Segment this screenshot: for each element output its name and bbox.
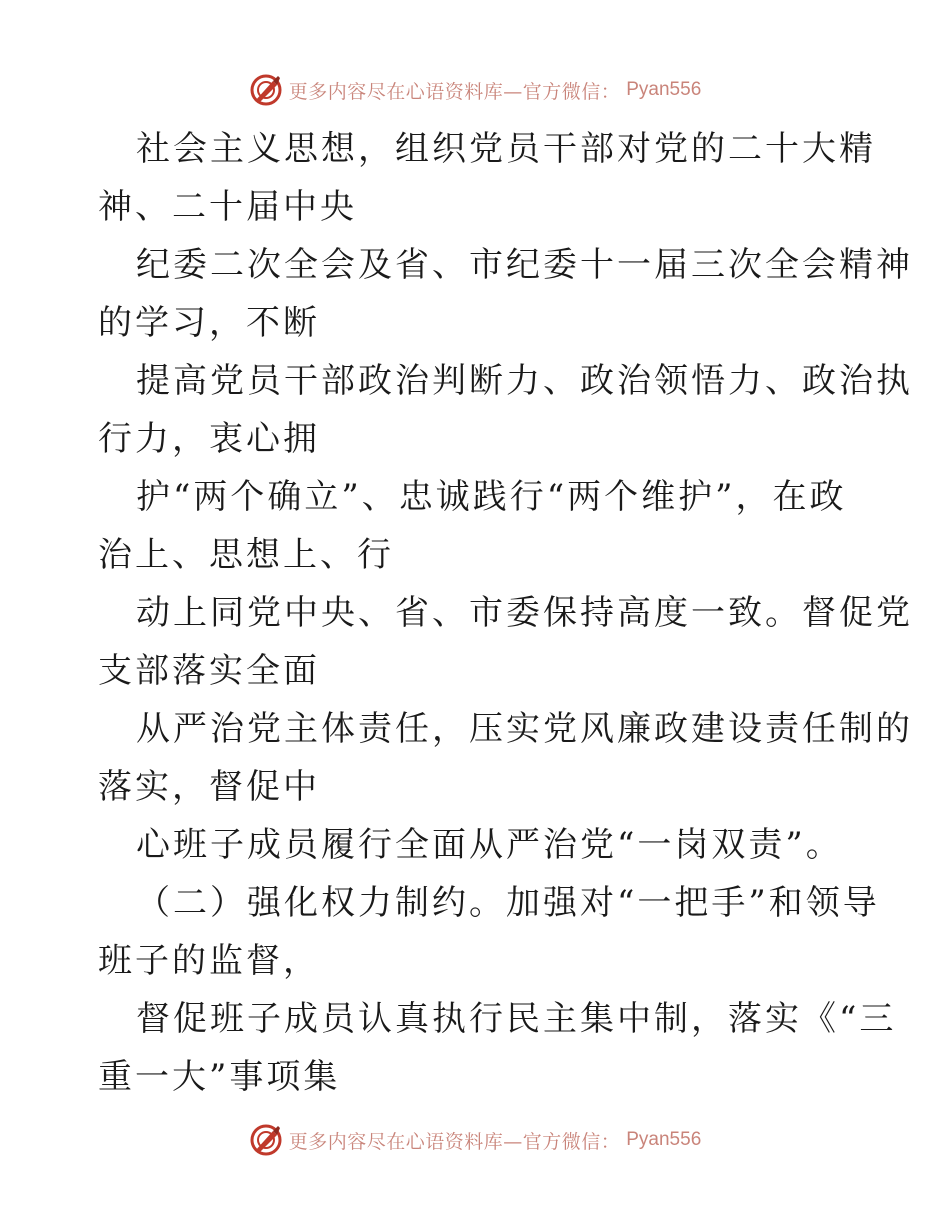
text-line: 从严治党主体责任，压实党风廉政建设责任制的	[136, 709, 913, 749]
text-line: 神、二十届中央	[98, 187, 357, 227]
text-line: 支部落实全面	[98, 651, 320, 691]
footer-watermark	[0, 1120, 950, 1160]
text-line: 治上、思想上、行	[98, 535, 394, 575]
document-body	[98, 120, 913, 1106]
text-line: 落实，督促中	[98, 767, 320, 807]
text-line: 动上同党中央、省、市委保持高度一致。督促党	[136, 593, 913, 633]
text-line: 心班子成员履行全面从严治党“一岗双责”。	[136, 825, 843, 865]
text-line: 重一大”事项集	[98, 1057, 341, 1097]
text-line: 纪委二次全会及省、市纪委十一届三次全会精神	[136, 245, 913, 285]
text-line: 社会主义思想，组织党员干部对党的二十大精	[136, 129, 876, 169]
watermark-id: Pyan556	[626, 1129, 702, 1150]
header-watermark	[0, 70, 950, 110]
text-line: 的学习，不断	[98, 303, 320, 343]
watermark-text: 更多内容尽在心语资料库—官方微信：	[288, 80, 621, 103]
text-line: 护“两个确立”、忠诚践行“两个维护”，在政	[136, 477, 847, 517]
text-line: 行力，衷心拥	[98, 419, 320, 459]
watermark-id: Pyan556	[626, 79, 702, 100]
pen-logo-icon	[249, 73, 283, 107]
text-line: （二）强化权力制约。加强对“一把手”和领导	[136, 883, 880, 923]
text-line: 班子的监督，	[98, 941, 320, 981]
watermark-text: 更多内容尽在心语资料库—官方微信：	[288, 1130, 621, 1153]
text-line: 提高党员干部政治判断力、政治领悟力、政治执	[136, 361, 913, 401]
text-line: 督促班子成员认真执行民主集中制，落实《“三	[136, 999, 897, 1039]
pen-logo-icon	[249, 1123, 283, 1157]
